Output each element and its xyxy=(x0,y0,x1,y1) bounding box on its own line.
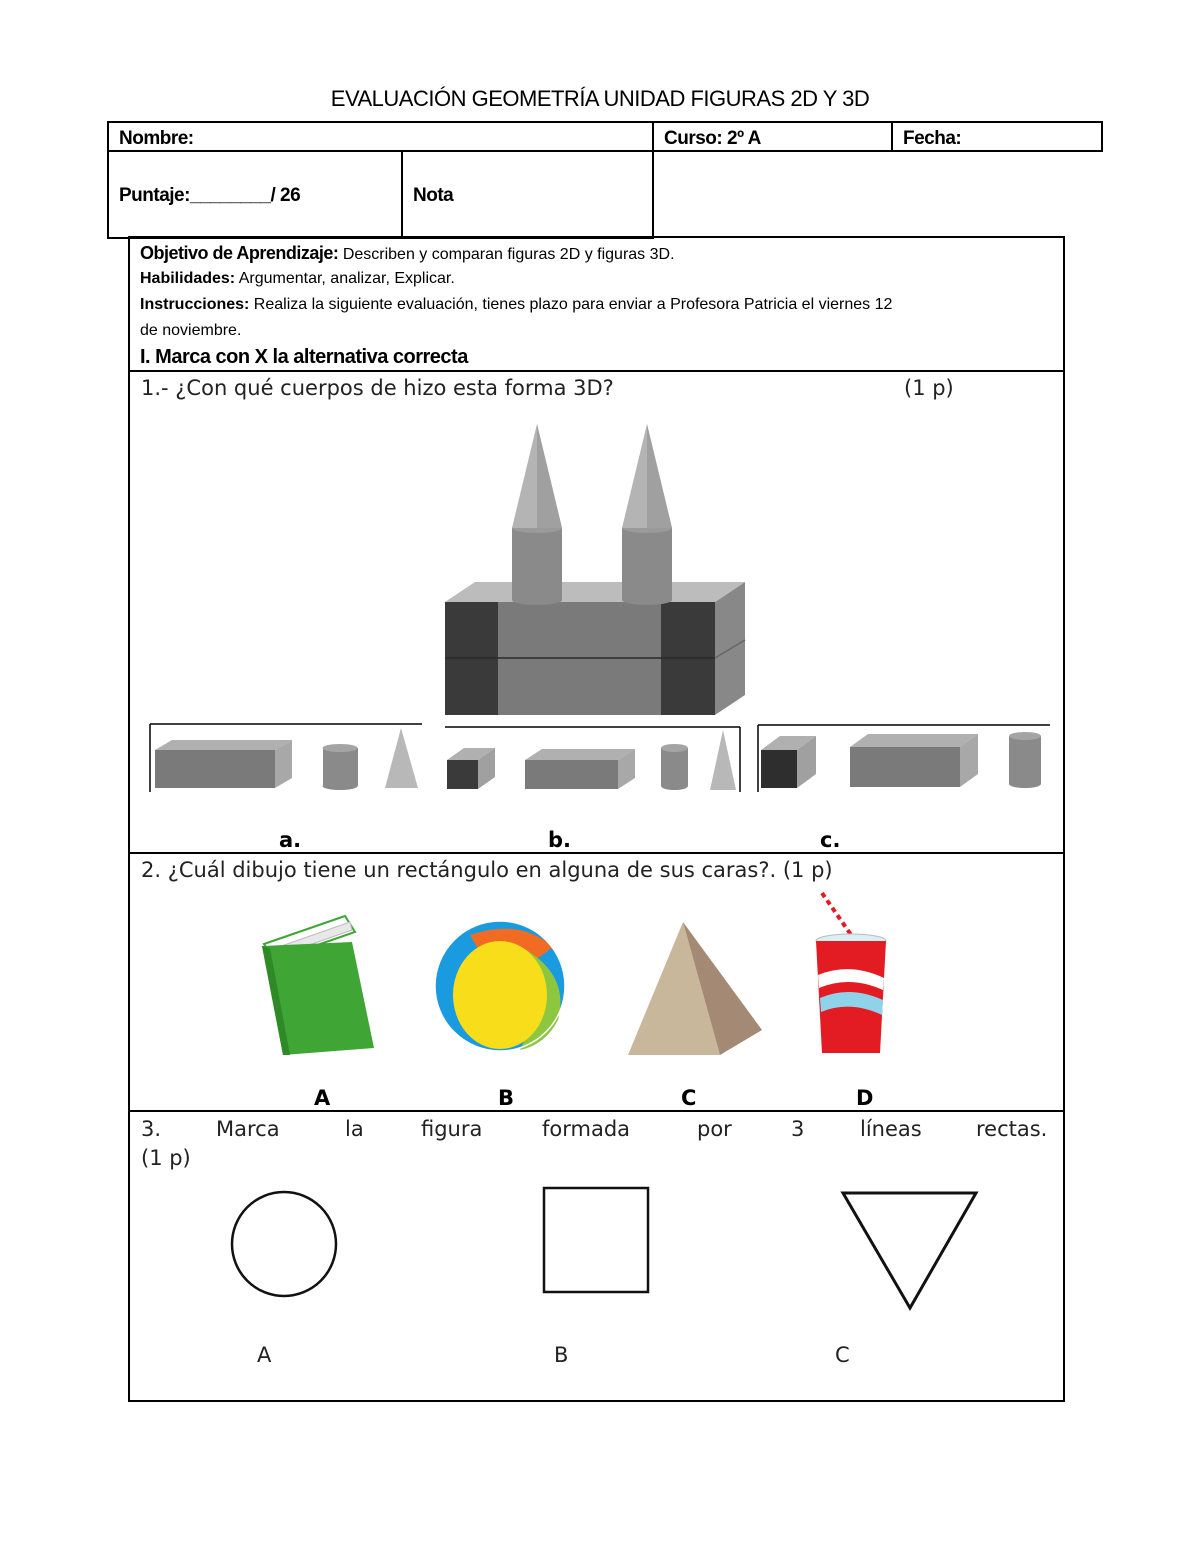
section-title: I. Marca con X la alternativa correcta xyxy=(140,346,468,368)
circle-shape xyxy=(232,1192,336,1296)
objective-label: Objetivo de Aprendizaje: xyxy=(140,243,339,263)
instructions-label: Instrucciones: xyxy=(140,296,250,313)
q1-option-a[interactable]: a. xyxy=(279,828,302,852)
page-title: EVALUACIÓN GEOMETRÍA UNIDAD FIGURAS 2D Y 3D xyxy=(330,86,870,111)
nombre-label: Nombre: xyxy=(119,128,194,149)
instructions-line-2: de noviembre. xyxy=(140,322,242,339)
q3-word: Marca xyxy=(216,1117,280,1141)
q2-option-d[interactable]: D xyxy=(856,1086,874,1110)
q3-points: (1 p) xyxy=(141,1146,191,1170)
q2-option-a[interactable]: A xyxy=(314,1086,331,1110)
q3-word: 3. xyxy=(141,1117,162,1141)
nota-label: Nota xyxy=(413,185,454,206)
skills-label: Habilidades: xyxy=(140,270,236,287)
instructions-text: Realiza la siguiente evaluación, tienes plazo para enviar a Profesora Patricia el viernes 12 xyxy=(249,296,893,313)
q1-points: (1 p) xyxy=(904,376,954,400)
q3-word: la xyxy=(345,1117,364,1141)
q1-option-b[interactable]: b. xyxy=(548,828,572,852)
q2-text: 2. ¿Cuál dibujo tiene un rectángulo en alguna de sus caras?. (1 p) xyxy=(141,858,833,882)
q1-text: 1.- ¿Con qué cuerpos de hizo esta forma 3D? xyxy=(141,376,614,400)
square-shape xyxy=(544,1188,648,1292)
q3-word: por xyxy=(697,1117,732,1141)
q3-option-b[interactable]: B xyxy=(554,1343,569,1367)
q2-option-b[interactable]: B xyxy=(498,1086,515,1110)
q3-option-a[interactable]: A xyxy=(257,1343,272,1367)
q3-word: rectas. xyxy=(976,1117,1048,1141)
q3-option-c[interactable]: C xyxy=(835,1343,850,1367)
puntaje-label: Puntaje:________/ 26 xyxy=(119,185,301,206)
q3-word: figura xyxy=(421,1117,483,1141)
skills-text: Argumentar, analizar, Explicar. xyxy=(235,270,455,287)
q3-word: líneas xyxy=(860,1117,922,1141)
q3-word: 3 xyxy=(791,1117,805,1141)
q2-option-c[interactable]: C xyxy=(681,1086,697,1110)
objective-text: Describen y comparan figuras 2D y figuras 3D. xyxy=(338,246,675,263)
q3-word: formada xyxy=(542,1117,631,1141)
q1-option-c[interactable]: c. xyxy=(820,828,841,852)
fecha-label: Fecha: xyxy=(903,128,962,149)
triangle-shape xyxy=(843,1193,976,1308)
curso-label: Curso: 2º A xyxy=(664,128,761,149)
